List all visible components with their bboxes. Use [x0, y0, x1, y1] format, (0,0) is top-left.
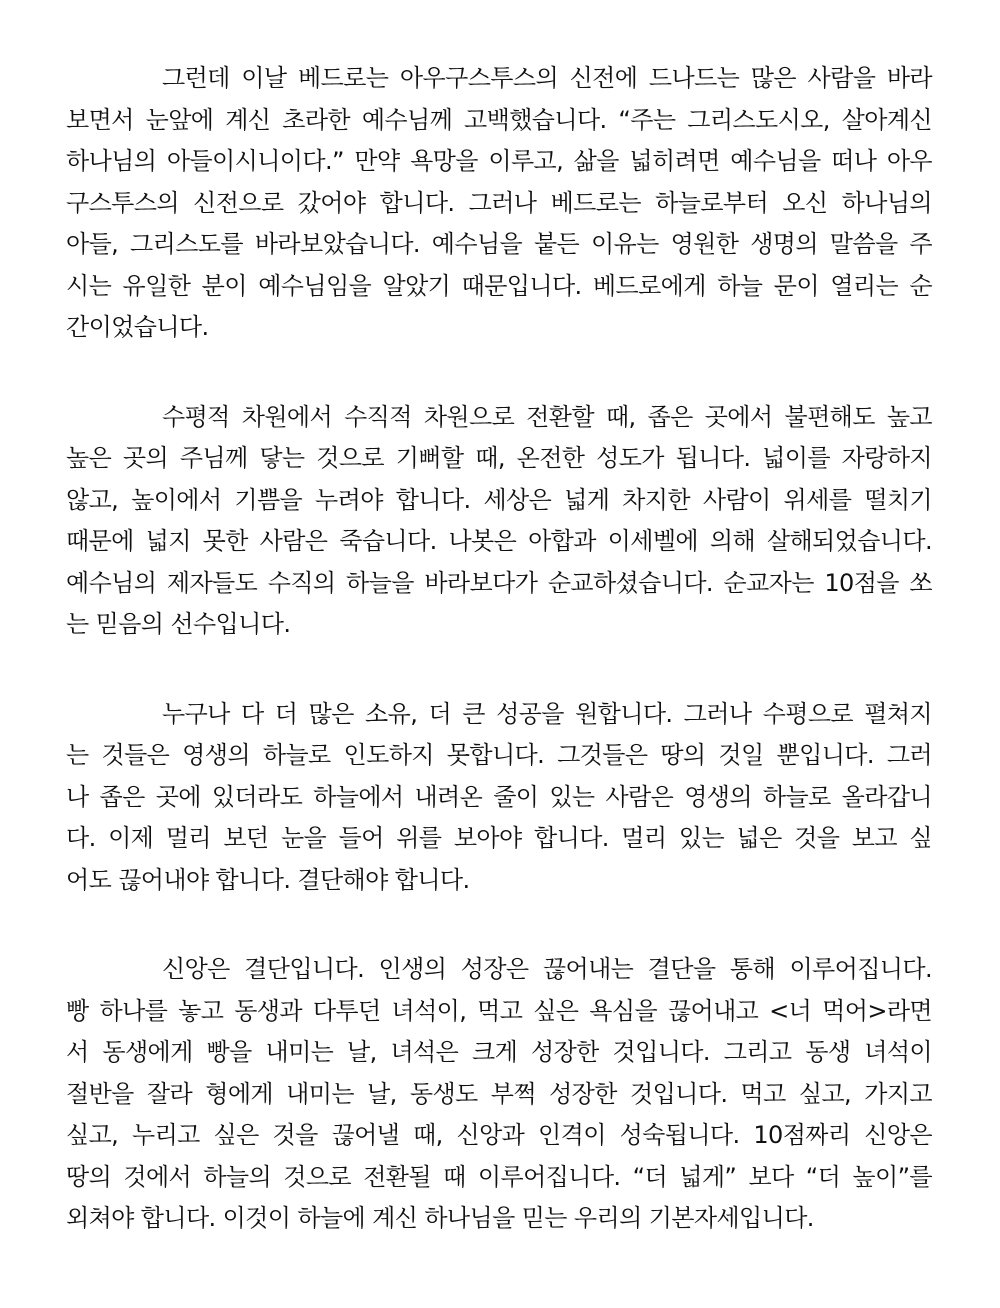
text-line: 때문에 넓지 못한 사람은 죽습니다. 나봇은 아합과 이세벨에 의해 살해되었습니다. — [66, 527, 932, 555]
document-page — [66, 58, 932, 1288]
text-line: 그런데 이날 베드로는 아우구스투스의 신전에 드나드는 많은 사람을 바라 — [162, 64, 932, 92]
text-line: 는 것들은 영생의 하늘로 인도하지 못합니다. 그것들은 땅의 것일 뿐입니다. 그러 — [66, 741, 932, 769]
paragraph-1 — [66, 58, 932, 349]
text-line: 어도 끊어내야 합니다. 결단해야 합니다. — [66, 865, 470, 894]
text-line: 나 좁은 곳에 있더라도 하늘에서 내려온 줄이 있는 사람은 영생의 하늘로 올라갑니 — [66, 782, 932, 811]
text-line: 않고, 높이에서 기쁨을 누려야 합니다. 세상은 넓게 차지한 사람이 위세를 떨치기 — [66, 485, 932, 514]
text-line: 예수님의 제자들도 수직의 하늘을 바라보다가 순교하셨습니다. 순교자는 10점을 쏘 — [66, 568, 932, 597]
text-line: 절반을 잘라 형에게 내미는 날, 동생도 부쩍 성장한 것입니다. 먹고 싶고, 가지고 — [66, 1079, 932, 1108]
text-line: 서 동생에게 빵을 내미는 날, 녀석은 크게 성장한 것입니다. 그리고 동생 녀석이 — [66, 1038, 932, 1066]
text-line: 신앙은 결단입니다. 인생의 성장은 끊어내는 결단을 통해 이루어집니다. — [162, 955, 932, 983]
text-line: 간이었습니다. — [66, 313, 209, 341]
text-line: 하나님의 아들이시니이다.” 만약 욕망을 이루고, 삶을 넓히려면 예수님을 떠나 아우 — [66, 147, 932, 175]
text-line: 다. 이제 멀리 보던 눈을 들어 위를 보아야 합니다. 멀리 있는 넓은 것을 보고 싶 — [66, 824, 932, 852]
text-line: 땅의 것에서 하늘의 것으로 전환될 때 이루어집니다. “더 넓게” 보다 “더 높이”를 — [66, 1162, 932, 1191]
paragraph-3 — [66, 694, 932, 902]
text-line: 시는 유일한 분이 예수님임을 알았기 때문입니다. 베드로에게 하늘 문이 열리는 순 — [66, 271, 932, 300]
text-line: 외쳐야 합니다. 이것이 하늘에 계신 하나님을 믿는 우리의 기본자세입니다. — [66, 1204, 814, 1232]
text-line: 빵 하나를 놓고 동생과 다투던 녀석이, 먹고 싶은 욕심을 끊어내고 <너 먹어>라면 — [66, 996, 932, 1025]
text-line: 구스투스의 신전으로 갔어야 합니다. 그러나 베드로는 하늘로부터 오신 하나님의 — [66, 188, 932, 217]
text-line: 수평적 차원에서 수직적 차원으로 전환할 때, 좁은 곳에서 불편해도 높고 — [162, 402, 932, 431]
text-line: 누구나 다 더 많은 소유, 더 큰 성공을 원합니다. 그러나 수평으로 펼쳐지 — [162, 699, 932, 728]
paragraph-2 — [66, 397, 932, 646]
text-line: 보면서 눈앞에 계신 초라한 예수님께 고백했습니다. “주는 그리스도시오, 살아계신 — [66, 105, 932, 134]
text-line: 는 믿음의 선수입니다. — [66, 610, 291, 638]
text-line: 아들, 그리스도를 바라보았습니다. 예수님을 붙든 이유는 영원한 생명의 말씀을 주 — [66, 230, 932, 258]
text-line: 싶고, 누리고 싶은 것을 끊어낼 때, 신앙과 인격이 성숙됩니다. 10점짜리 신앙은 — [66, 1121, 932, 1149]
paragraph-4 — [66, 949, 932, 1240]
text-line: 높은 곳의 주님께 닿는 것으로 기뻐할 때, 온전한 성도가 됩니다. 넓이를 자랑하지 — [66, 444, 932, 472]
